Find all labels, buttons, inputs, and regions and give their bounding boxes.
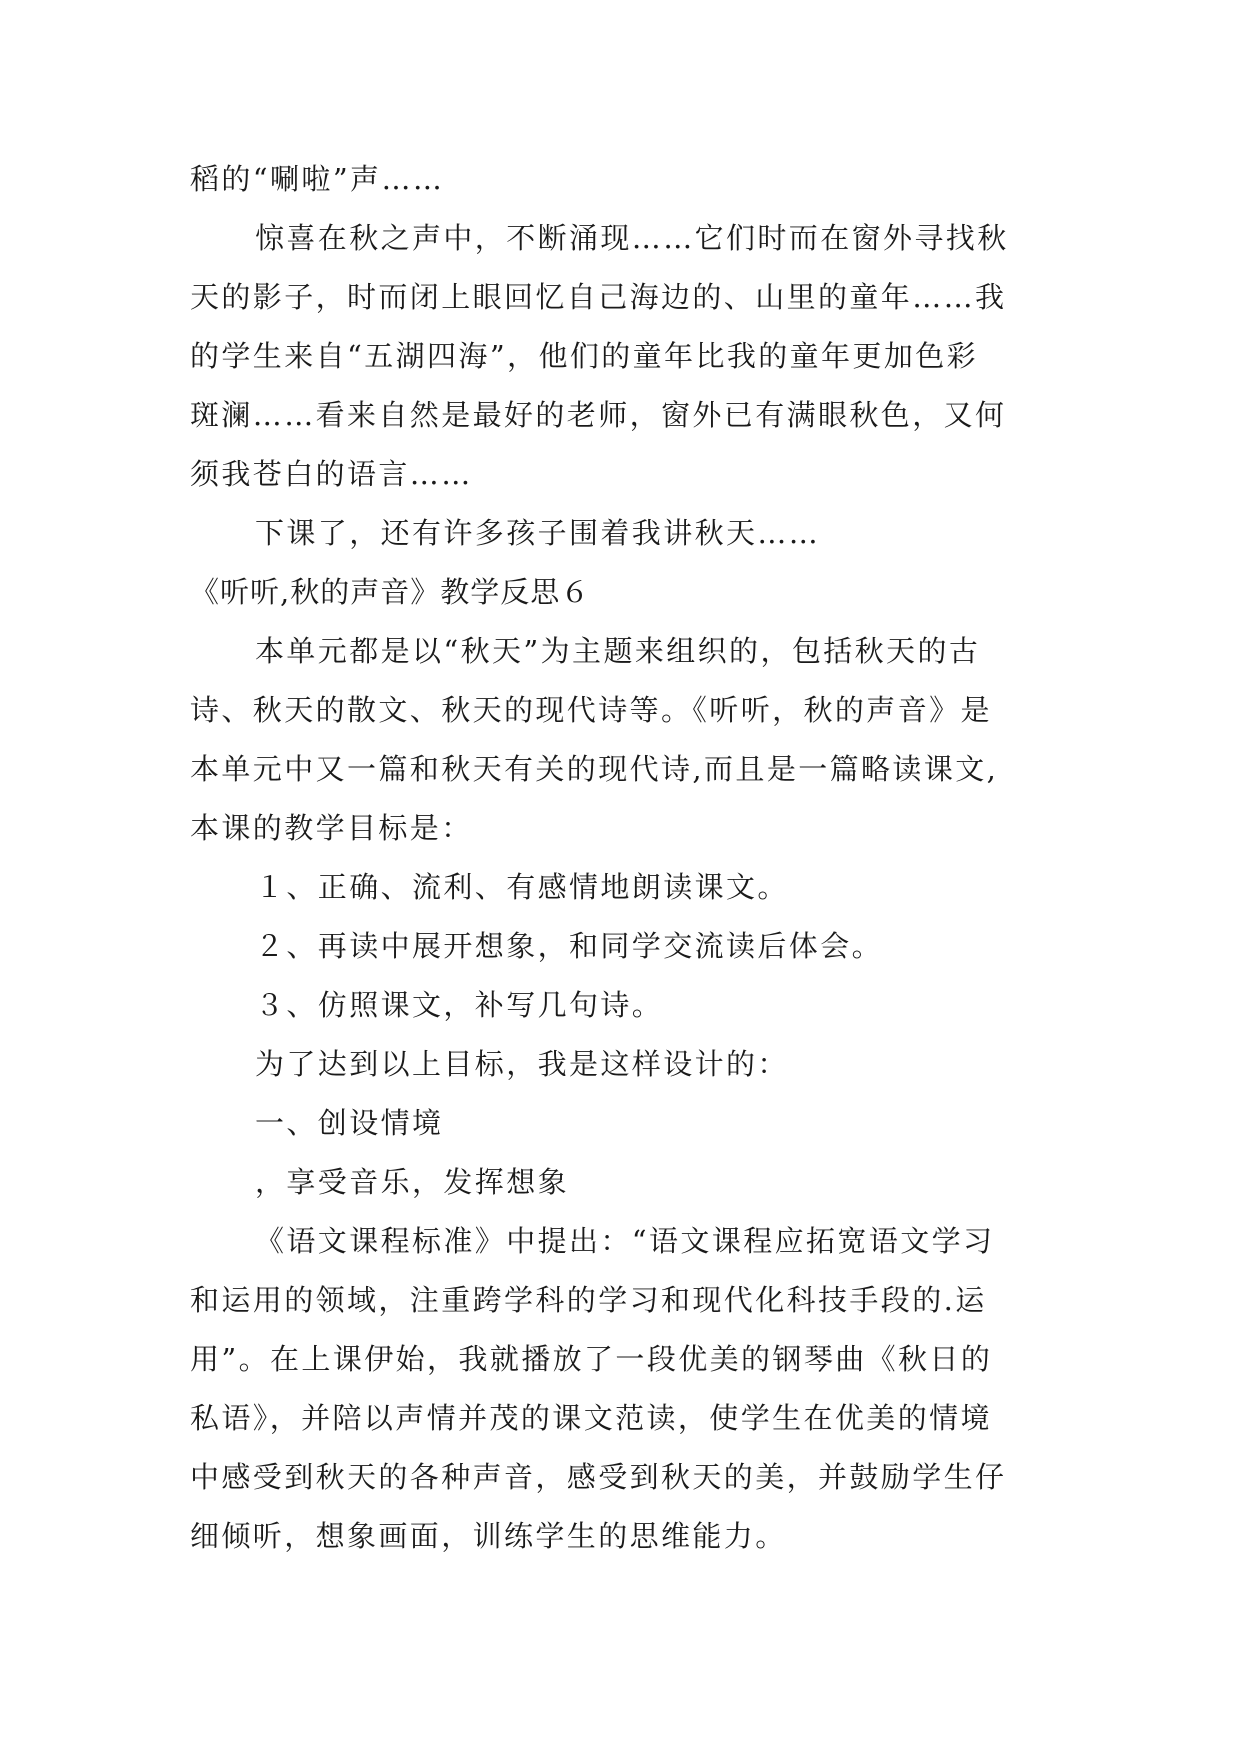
list-item: ３、仿照课文，补写几句诗。 bbox=[255, 988, 664, 1022]
text-line: 稻的“唰啦”声…… bbox=[190, 162, 445, 196]
subheading-continuation: ，享受音乐，发挥想象 bbox=[255, 1165, 570, 1199]
list-item: ２、再读中展开想象，和同学交流读后体会。 bbox=[255, 929, 884, 963]
text-line: 细倾听，想象画面，训练学生的思维能力。 bbox=[190, 1519, 787, 1553]
text-line: 为了达到以上目标，我是这样设计的： bbox=[255, 1047, 789, 1081]
text-line: 斑澜……看来自然是最好的老师，窗外已有满眼秋色，又何 bbox=[190, 398, 1007, 432]
text-line: 须我苍白的语言…… bbox=[190, 457, 473, 491]
list-item: １、正确、流利、有感情地朗读课文。 bbox=[255, 870, 789, 904]
text-line: 的学生来自“五湖四海”，他们的童年比我的童年更加色彩 bbox=[190, 339, 979, 373]
document-body bbox=[190, 150, 1060, 1566]
text-line: 私语》，并陪以声情并茂的课文范读，使学生在优美的情境 bbox=[190, 1401, 992, 1435]
text-line: 本单元中又一篇和秋天有关的现代诗,而且是一篇略读课文, bbox=[190, 752, 999, 786]
text-line: 用”。在上课伊始，我就播放了一段优美的钢琴曲《秋日的 bbox=[190, 1342, 993, 1376]
text-line: 惊喜在秋之声中，不断涌现……它们时而在窗外寻找秋 bbox=[255, 221, 1009, 255]
text-line: 诗、秋天的散文、秋天的现代诗等。《听听，秋的声音》是 bbox=[190, 693, 992, 727]
section-heading: 《听听,秋的声音》教学反思６ bbox=[190, 575, 591, 609]
text-line: 天的影子，时而闭上眼回忆自己海边的、山里的童年……我 bbox=[190, 280, 1007, 314]
subheading: 一、创设情境 bbox=[255, 1106, 444, 1140]
text-line: 下课了，还有许多孩子围着我讲秋天…… bbox=[255, 516, 821, 550]
text-line: 本单元都是以“秋天”为主题来组织的，包括秋天的古 bbox=[255, 634, 981, 668]
text-line: 中感受到秋天的各种声音，感受到秋天的美，并鼓励学生仔 bbox=[190, 1460, 1007, 1494]
text-line: 和运用的领域，注重跨学科的学习和现代化科技手段的.运 bbox=[190, 1283, 987, 1317]
text-line: 本课的教学目标是： bbox=[190, 811, 473, 845]
text-line: 《语文课程标准》中提出：“语文课程应拓宽语文学习 bbox=[255, 1224, 995, 1258]
